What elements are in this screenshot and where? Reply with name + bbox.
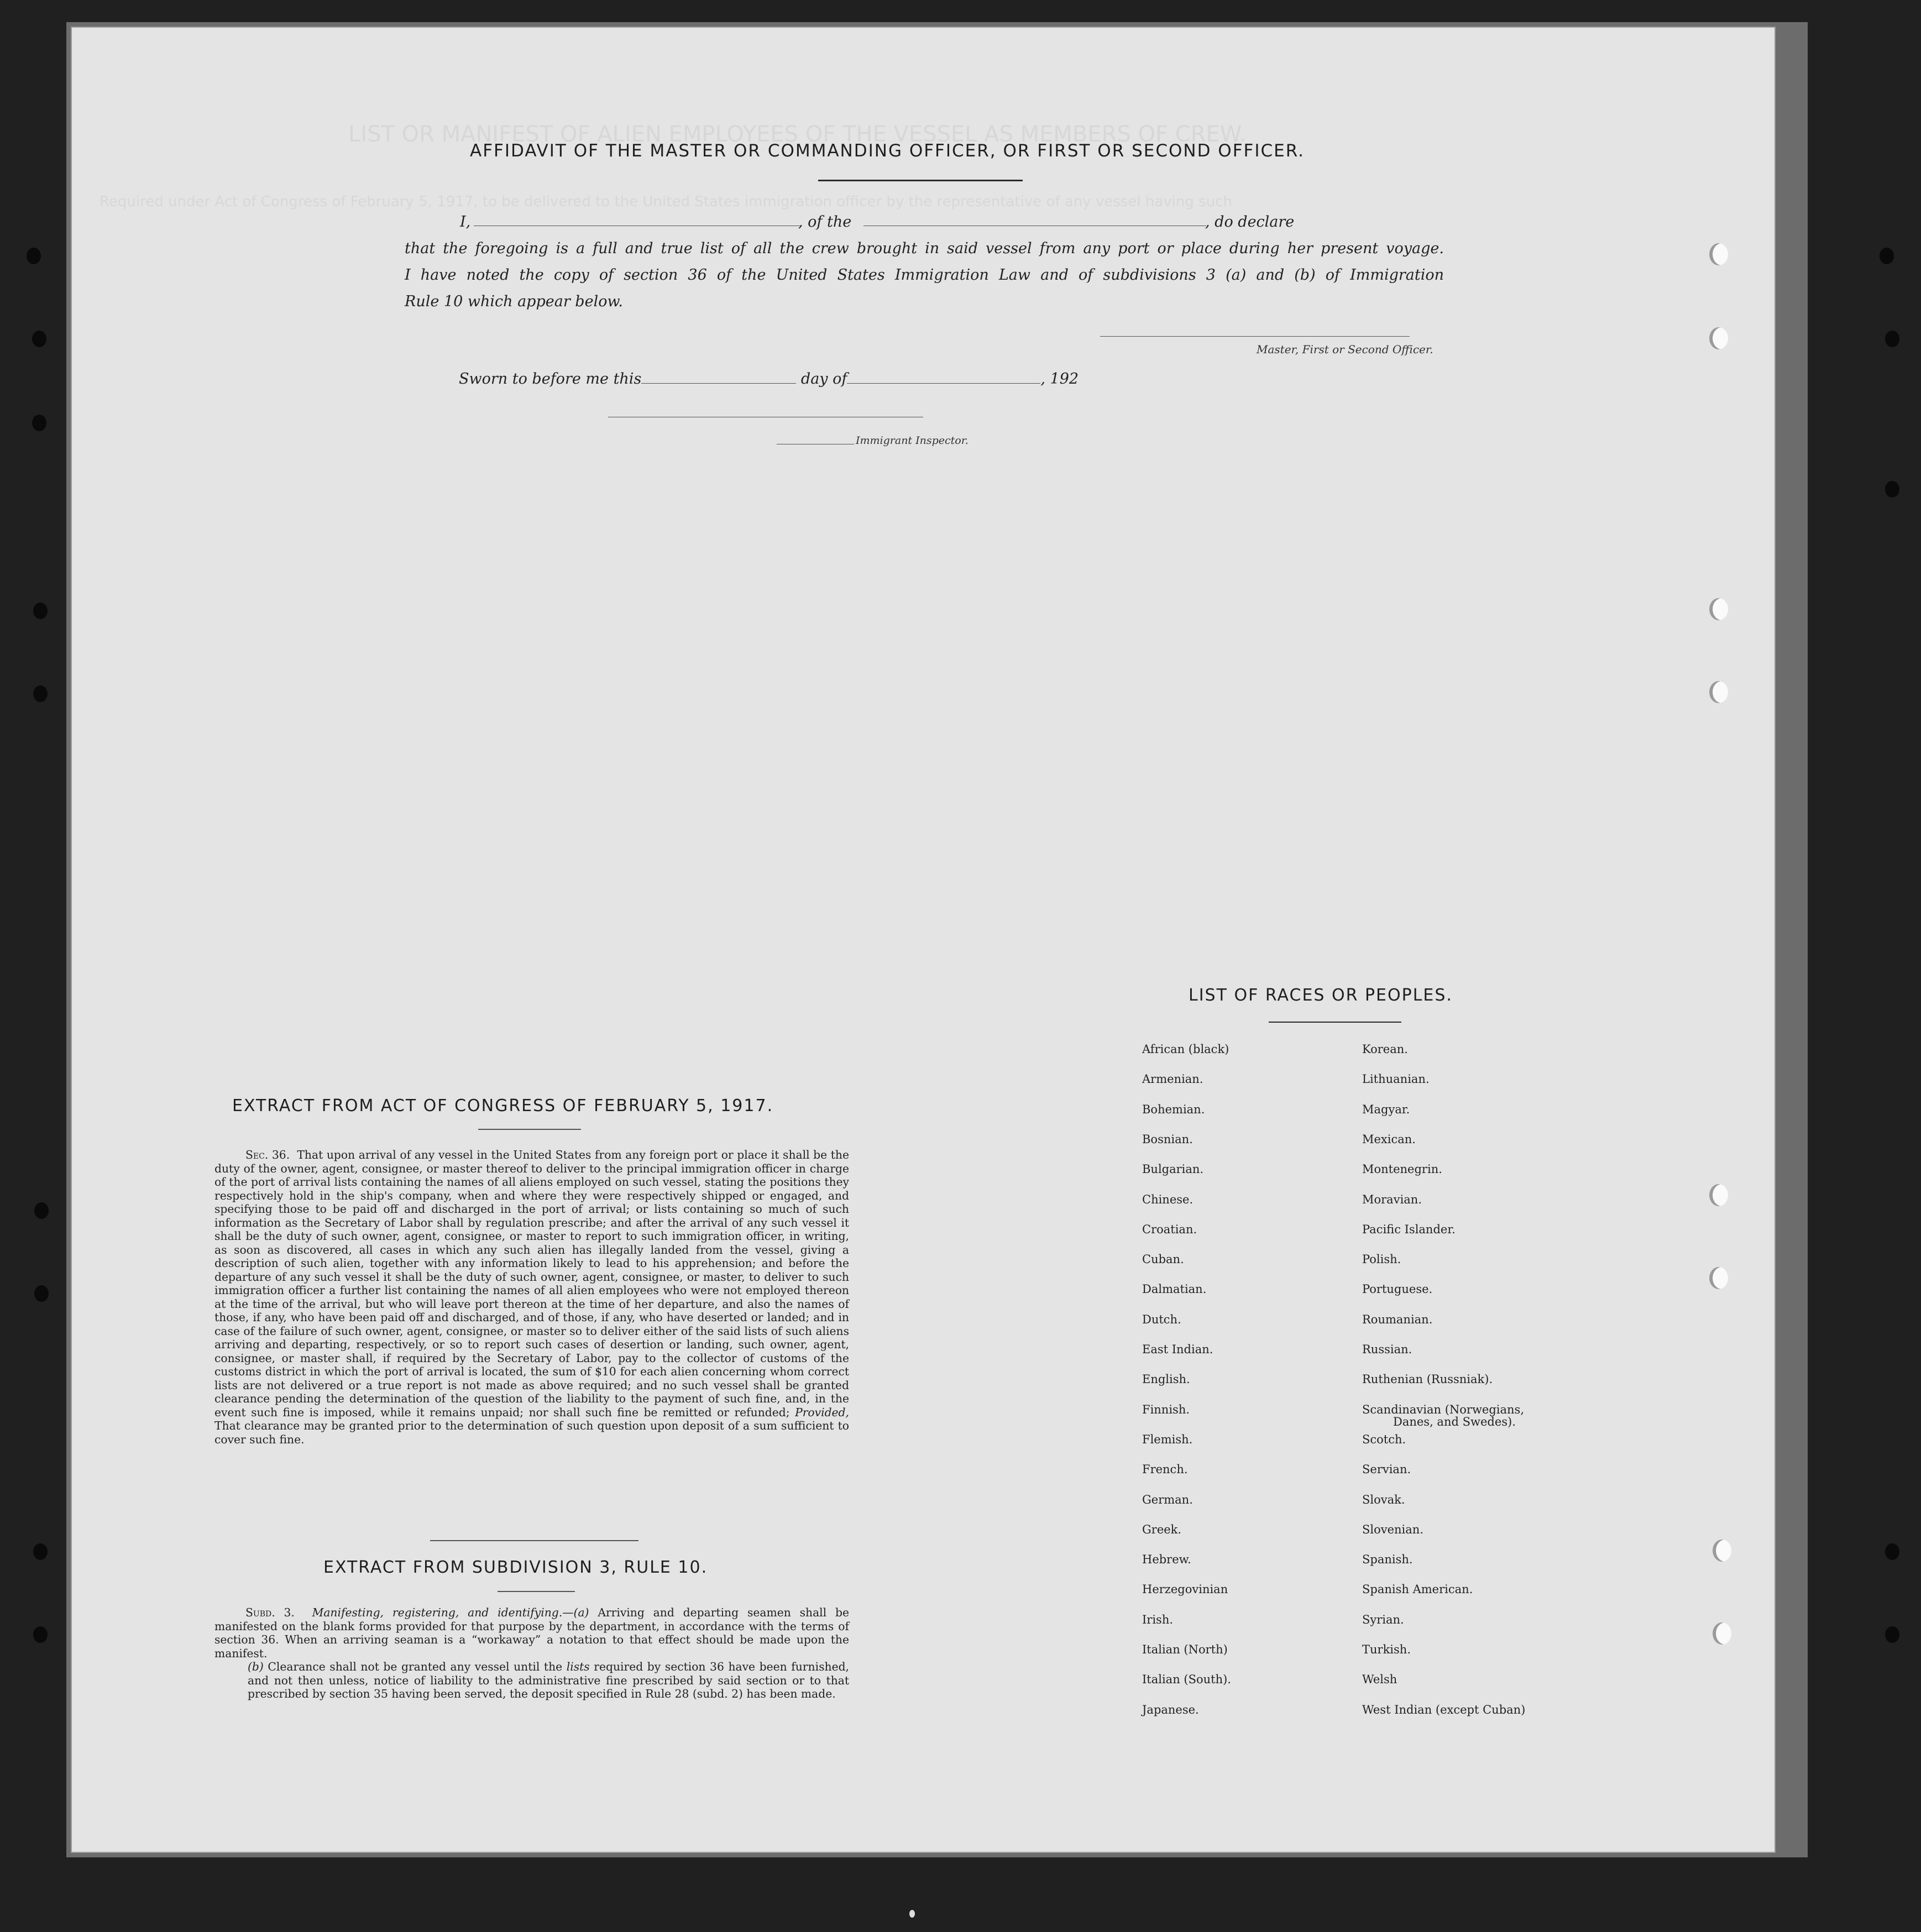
race-item: African (black): [1142, 1043, 1229, 1056]
race-item: Armenian.: [1142, 1072, 1203, 1086]
race-item: Herzegovinian: [1142, 1583, 1228, 1596]
punch-hole: [1709, 1184, 1728, 1206]
race-item: Montenegrin.: [1362, 1163, 1442, 1176]
binder-hole-dot: [33, 1626, 48, 1643]
section-36-text: [214, 1148, 849, 1446]
binder-hole-dot: [34, 1202, 49, 1219]
affidavit-title: AFFIDAVIT OF THE MASTER OR COMMANDING OFFICER, OR FIRST OR SECOND OFFICER.: [470, 141, 1305, 161]
race-item: Moravian.: [1362, 1192, 1422, 1206]
subd-b-body: required by section 36 have been furnished, and not then unless, notice of liability to the administrative fine prescribed by said section or to that prescribed by section 35 having been served, the deposit specified in Rule 28 (subd. 2) has been made.: [248, 1660, 849, 1700]
race-item: English.: [1142, 1373, 1190, 1386]
race-item: Irish.: [1142, 1612, 1174, 1626]
bleed-through: Required under Act of Congress of February 5, 1917, to be delivered to the United States immigration officer by the representative of any vessel having such: [100, 193, 1232, 210]
section-provided: Provided,: [795, 1405, 849, 1419]
race-item: Bosnian.: [1142, 1132, 1193, 1146]
binder-hole-dot: [1885, 1543, 1899, 1560]
race-item: Portuguese.: [1362, 1282, 1433, 1296]
title-underline: [818, 180, 1023, 181]
binder-hole-dot: [1885, 481, 1899, 498]
subd-b-label: (b): [248, 1660, 264, 1673]
race-item: Polish.: [1362, 1253, 1401, 1266]
race-item: Dalmatian.: [1142, 1282, 1207, 1296]
race-item: Hebrew.: [1142, 1553, 1191, 1567]
binder-hole-dot: [1885, 1626, 1899, 1643]
sworn-month-blank[interactable]: [847, 366, 1040, 384]
races-title: LIST OF RACES OR PEOPLES.: [1189, 986, 1453, 1005]
race-item: Chinese.: [1142, 1192, 1194, 1206]
race-item: Russian.: [1362, 1343, 1412, 1356]
sworn-day-of: day of: [800, 370, 847, 388]
inspector-label: Immigrant Inspector.: [856, 434, 969, 447]
race-item: Dutch.: [1142, 1312, 1181, 1326]
race-item: Turkish.: [1362, 1643, 1411, 1656]
act-title-underline: [478, 1129, 581, 1130]
race-item: Flemish.: [1142, 1432, 1193, 1446]
race-item: Scotch.: [1362, 1432, 1406, 1446]
sworn-year: , 192: [1040, 370, 1079, 388]
bleed-through: LIST OR MANIFEST OF ALIEN EMPLOYEES OF THE VESSEL AS MEMBERS OF CREW.: [348, 122, 1247, 147]
binder-hole-dot: [33, 603, 48, 619]
race-item: Pacific Islander.: [1362, 1222, 1456, 1236]
race-item: Finnish.: [1142, 1402, 1190, 1416]
affidavit-declare-label: , do declare: [1205, 213, 1295, 231]
race-item: Spanish.: [1362, 1553, 1413, 1567]
punch-hole: [1709, 243, 1728, 265]
race-item: Bulgarian.: [1142, 1163, 1204, 1176]
race-item: East Indian.: [1142, 1343, 1213, 1356]
signature-line[interactable]: [1100, 336, 1410, 337]
race-item: Lithuanian.: [1362, 1072, 1430, 1086]
subd-b-pre: Clearance shall not be granted any vessel until the: [268, 1660, 563, 1673]
punch-hole: [1709, 1267, 1728, 1289]
binder-hole-dot: [1885, 331, 1899, 347]
section-divider: [430, 1540, 638, 1541]
binder-hole-dot: [33, 685, 48, 702]
races-title-underline: [1269, 1022, 1401, 1023]
race-item: Slovak.: [1362, 1493, 1405, 1506]
race-item: Japanese.: [1142, 1703, 1199, 1716]
name-blank[interactable]: [474, 209, 800, 226]
subd-b-lists: lists: [566, 1660, 590, 1673]
affidavit-i-label: I,: [460, 213, 471, 231]
race-item: Slovenian.: [1362, 1522, 1423, 1536]
subd-a-body: Arriving and departing seamen shall be manifested on the blank forms provided for that purpose by the department, in accordance with the terms of section 36. When an arriving seaman is a “workaway” a notation to that effect should be made upon the manifest.: [214, 1606, 849, 1660]
race-item: Welsh: [1362, 1673, 1397, 1687]
race-item: Bohemian.: [1142, 1102, 1205, 1116]
sworn-statement: [459, 366, 1079, 388]
sworn-day-blank[interactable]: [641, 366, 796, 384]
rule-extract-title: EXTRACT FROM SUBDIVISION 3, RULE 10.: [323, 1558, 708, 1577]
race-item: Italian (North): [1142, 1643, 1228, 1656]
affidavit-line-1: [405, 209, 1444, 235]
section-label: Sec. 36.: [245, 1148, 290, 1161]
race-item: Roumanian.: [1362, 1312, 1433, 1326]
race-item: Ruthenian (Russniak).: [1362, 1373, 1493, 1386]
section-body: That upon arrival of any vessel in the United States from any foreign port or place it shall be the duty of the owner, agent, consignee, or master thereof to deliver to the principal immigration officer in charge of the port of arrival lists containing the names of all aliens employed on such vessel, stating the positions they respectively hold in the ship's company, when and where they were respectively shipped or engaged, and specifying those to be paid off and discharged in the port of arrival; or lists containing so much of such information as the Secretary of Labor shall by regulation prescribe; and after the arrival of any such vessel it shall be the duty of such owner, agent, consignee, or master to report to such immigration officer, in writing, as soon as discovered, all cases in which any such alien has illegally landed from the vessel, giving a description of such alien, together with any information likely to lead to his apprehension; and before the departure of any such vessel it shall be the duty of such owner, agent, consignee, or master, to deliver to such immigration officer a further list containing the names of all alien employees who were not employed thereon at the time of the arrival, but who will leave port thereon at the time of her departure, and also the names of those, if any, who have been paid off and discharged, and of those, if any, who have deserted or landed; and in case of the failure of such owner, agent, consignee, or master so to deliver either of the said lists of such aliens arriving and departing, respectively, or so to report such cases of desertion or landing, such owner, agent, consignee, or master shall, if required by the Secretary of Labor, pay to the collector of customs of the customs district in which the port of arrival is located, the sum of $10 for each alien concerning whom correct lists are not delivered or a true report is not made as above required; and no such vessel shall be granted clearance pending the determination of the question of the liability to the payment of such fine, and, in the event such fine is imposed, while it remains unpaid; nor shall such fine be remitted or refunded;: [214, 1148, 849, 1419]
binder-hole-dot: [32, 331, 46, 347]
binder-hole-dot: [27, 248, 41, 264]
race-item: Italian (South).: [1142, 1673, 1231, 1687]
affidavit-body: [405, 209, 1444, 315]
affidavit-of-the-label: , of the: [798, 213, 852, 231]
subd-heading: Manifesting, registering, and identifying.: [312, 1606, 563, 1619]
signature-label: Master, First or Second Officer.: [1257, 343, 1433, 356]
race-item: Greek.: [1142, 1522, 1182, 1536]
affidavit-line-3: I have noted the copy of section 36 of the United States Immigration Law and of subdivisions 3 (a) and (b) of Immigration: [405, 266, 1444, 284]
race-item: Mexican.: [1362, 1132, 1416, 1146]
race-item: Korean.: [1362, 1043, 1408, 1056]
punch-hole: [1713, 1622, 1731, 1645]
affidavit-line-2: that the foregoing is a full and true list of all the crew brought in said vessel from any port or place during her present voyage.: [405, 240, 1444, 257]
vessel-blank[interactable]: [863, 209, 1206, 226]
punch-hole: [1709, 598, 1728, 620]
punch-hole: [1709, 327, 1728, 349]
binder-hole-dot: [33, 1543, 48, 1560]
film-mark: [909, 1910, 915, 1918]
section-tail: That clearance may be granted prior to the determination of such question upon deposit of a sum sufficient to cover such fine.: [214, 1419, 849, 1446]
act-extract-title: EXTRACT FROM ACT OF CONGRESS OF FEBRUARY 5, 1917.: [232, 1096, 774, 1116]
race-item: Magyar.: [1362, 1102, 1410, 1116]
affidavit-line-4: Rule 10 which appear below.: [405, 293, 623, 310]
race-item: West Indian (except Cuban): [1362, 1703, 1526, 1716]
punch-hole: [1709, 681, 1728, 703]
sworn-prefix: Sworn to before me this: [459, 370, 642, 388]
race-item: Spanish American.: [1362, 1583, 1473, 1596]
race-item: Scandinavian (Norwegians,: [1362, 1402, 1525, 1416]
subdivision-text: [214, 1606, 849, 1701]
subd-a-label: —(a): [562, 1606, 589, 1619]
subd-label: Subd. 3.: [245, 1606, 295, 1619]
race-item: Croatian.: [1142, 1222, 1197, 1236]
rule-title-underline: [498, 1591, 575, 1592]
race-item-continuation: Danes, and Swedes).: [1393, 1415, 1516, 1428]
race-item: German.: [1142, 1493, 1193, 1506]
binder-hole-dot: [32, 415, 46, 431]
race-item: Servian.: [1362, 1463, 1411, 1477]
binder-hole-dot: [1880, 248, 1894, 264]
punch-hole: [1713, 1540, 1731, 1562]
race-item: Syrian.: [1362, 1612, 1404, 1626]
race-item: French.: [1142, 1463, 1188, 1477]
binder-hole-dot: [34, 1285, 49, 1302]
subd-b-paragraph: [214, 1660, 849, 1701]
race-item: Cuban.: [1142, 1253, 1184, 1266]
